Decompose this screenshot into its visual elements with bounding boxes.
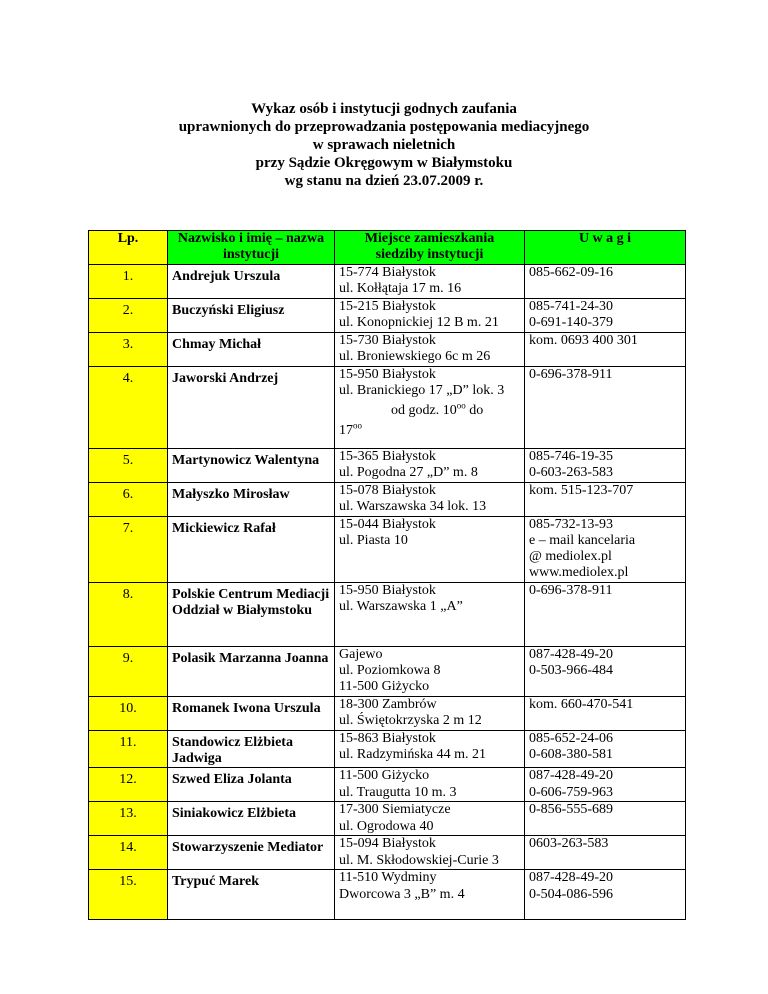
row-address: 17-300 Siemiatycze ul. Ogrodowa 40 — [335, 802, 525, 836]
title-line: przy Sądzie Okręgowym w Białymstoku — [255, 155, 513, 171]
table-row — [89, 646, 686, 696]
row-name: Chmay Michał — [168, 332, 335, 366]
title-line: wg stanu na dzień 23.07.2009 r. — [284, 173, 484, 189]
document-title — [0, 100, 768, 190]
table-row — [89, 870, 686, 920]
row-lp: 13. — [89, 802, 168, 836]
row-notes: 087-428-49-20 0-503-966-484 — [525, 646, 686, 696]
row-address: 11-500 Giżycko ul. Traugutta 10 m. 3 — [335, 768, 525, 802]
row-name: Buczyński Eligiusz — [168, 298, 335, 332]
row-lp: 14. — [89, 836, 168, 870]
row-name: Polskie Centrum Mediacji Oddział w Białymstoku — [168, 582, 335, 646]
row-name: Martynowicz Walentyna — [168, 448, 335, 482]
row-notes: 0-696-378-911 — [525, 366, 686, 448]
title-line: w sprawach nieletnich — [312, 137, 456, 153]
office-hours: od godz. $10^{oo}$ do — [391, 400, 484, 419]
row-name: Romanek Iwona Urszula — [168, 696, 335, 730]
row-name: Siniakowicz Elżbieta — [168, 802, 335, 836]
row-address: 15-950 Białystok ul. Branickiego 17 „D” lok. 3 od godz. $10^{oo}$ do $17^{oo}$ — [335, 366, 525, 448]
table-row — [89, 264, 686, 298]
row-name: Małyszko Mirosław — [168, 482, 335, 516]
row-name: Szwed Eliza Jolanta — [168, 768, 335, 802]
row-name: Andrejuk Urszula — [168, 264, 335, 298]
header-name: Nazwisko i imię – nazwa instytucji — [168, 231, 335, 265]
row-name: Jaworski Andrzej — [168, 366, 335, 448]
title-line: uprawnionych do przeprowadzania postępowania mediacyjnego — [178, 119, 590, 135]
row-notes: kom. 515-123-707 — [525, 482, 686, 516]
table-row — [89, 332, 686, 366]
row-address: 11-510 Wydminy Dworcowa 3 „B” m. 4 — [335, 870, 525, 920]
row-address: 18-300 Zambrów ul. Świętokrzyska 2 m 12 — [335, 696, 525, 730]
table-row — [89, 802, 686, 836]
row-notes: 087-428-49-20 0-606-759-963 — [525, 768, 686, 802]
table-row — [89, 836, 686, 870]
row-notes: 0-856-555-689 — [525, 802, 686, 836]
table-row — [89, 582, 686, 646]
header-notes: U w a g i — [525, 231, 686, 265]
table-header-row — [89, 231, 686, 265]
office-hours-end: $17^{oo}$ — [339, 420, 362, 439]
row-notes: kom. 660-470-541 — [525, 696, 686, 730]
header-lp: Lp. — [89, 231, 168, 265]
title-line: Wykaz osób i instytucji godnych zaufania — [251, 101, 517, 117]
table-row — [89, 768, 686, 802]
row-address: 15-365 Białystok ul. Pogodna 27 „D” m. 8 — [335, 448, 525, 482]
row-address: 15-044 Białystok ul. Piasta 10 — [335, 516, 525, 582]
table-row — [89, 516, 686, 582]
row-notes: 0-696-378-911 — [525, 582, 686, 646]
row-lp: 12. — [89, 768, 168, 802]
row-name: Trypuć Marek — [168, 870, 335, 920]
row-lp: 2. — [89, 298, 168, 332]
row-notes: 085-662-09-16 — [525, 264, 686, 298]
row-lp: 3. — [89, 332, 168, 366]
row-name: Standowicz Elżbieta Jadwiga — [168, 730, 335, 768]
table-row — [89, 448, 686, 482]
row-lp: 8. — [89, 582, 168, 646]
row-address: 15-774 Białystok ul. Kołłątaja 17 m. 16 — [335, 264, 525, 298]
header-address: Miejsce zamieszkania siedziby instytucji — [335, 231, 525, 265]
row-notes: 085-746-19-35 0-603-263-583 — [525, 448, 686, 482]
table-row — [89, 298, 686, 332]
row-notes: 087-428-49-20 0-504-086-596 — [525, 870, 686, 920]
row-lp: 4. — [89, 366, 168, 448]
row-lp: 5. — [89, 448, 168, 482]
row-lp: 6. — [89, 482, 168, 516]
row-address: 15-094 Białystok ul. M. Skłodowskiej-Curie 3 — [335, 836, 525, 870]
mediators-table — [88, 230, 686, 920]
row-address: 15-730 Białystok ul. Broniewskiego 6c m 26 — [335, 332, 525, 366]
row-address: 15-950 Białystok ul. Warszawska 1 „A” — [335, 582, 525, 646]
row-lp: 7. — [89, 516, 168, 582]
row-notes: kom. 0693 400 301 — [525, 332, 686, 366]
row-notes: 0603-263-583 — [525, 836, 686, 870]
row-address: Gajewo ul. Poziomkowa 8 11-500 Giżycko — [335, 646, 525, 696]
row-name: Stowarzyszenie Mediator — [168, 836, 335, 870]
row-lp: 11. — [89, 730, 168, 768]
row-lp: 9. — [89, 646, 168, 696]
row-lp: 10. — [89, 696, 168, 730]
table-row — [89, 730, 686, 768]
table-row — [89, 482, 686, 516]
row-address: 15-863 Białystok ul. Radzymińska 44 m. 21 — [335, 730, 525, 768]
row-lp: 15. — [89, 870, 168, 920]
row-notes: 085-732-13-93 e – mail kancelaria @ mediolex.pl www.mediolex.pl — [525, 516, 686, 582]
table-row — [89, 696, 686, 730]
row-lp: 1. — [89, 264, 168, 298]
row-notes: 085-652-24-06 0-608-380-581 — [525, 730, 686, 768]
row-address: 15-215 Białystok ul. Konopnickiej 12 B m. 21 — [335, 298, 525, 332]
row-name: Polasik Marzanna Joanna — [168, 646, 335, 696]
table-row — [89, 366, 686, 448]
row-name: Mickiewicz Rafał — [168, 516, 335, 582]
row-notes: 085-741-24-30 0-691-140-379 — [525, 298, 686, 332]
row-address: 15-078 Białystok ul. Warszawska 34 lok. 13 — [335, 482, 525, 516]
